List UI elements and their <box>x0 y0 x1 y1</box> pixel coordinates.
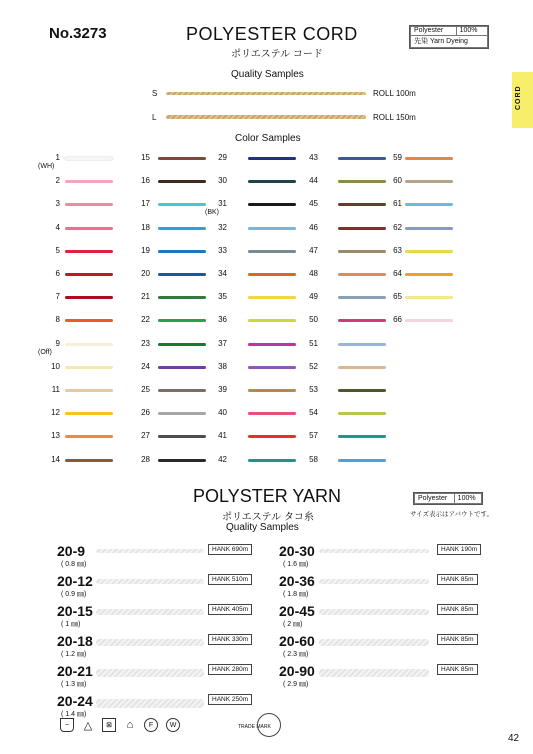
yarn-code: 20-18 <box>57 633 93 649</box>
cord-roll-label: ROLL 100m <box>373 89 416 98</box>
swatch-number: 38 <box>218 361 227 371</box>
hank-length: HANK 330m <box>208 634 252 645</box>
spec-percent: 100% <box>456 27 487 36</box>
swatch-number: 46 <box>309 222 318 232</box>
swatch-number: 58 <box>309 454 318 464</box>
yarn-spec-table <box>413 492 483 505</box>
spec-dyeing: 先染 Yarn Dyeing <box>411 35 488 47</box>
swatch-number: 45 <box>309 199 318 209</box>
swatch-number: 26 <box>141 408 150 418</box>
trade-mark-label: TRADE MARK <box>238 724 271 730</box>
color-swatch <box>405 227 453 230</box>
swatch-number: 65 <box>393 292 402 302</box>
swatch-number: 40 <box>218 408 227 418</box>
yarn-diameter: ( 0.9 ㎜) <box>61 591 87 598</box>
swatch-number: 18 <box>141 222 150 232</box>
spec-material: Polyester <box>411 27 457 36</box>
swatch-number: 50 <box>309 315 318 325</box>
yarn-sample <box>96 699 204 708</box>
swatch-number: 54 <box>309 408 318 418</box>
swatch-number: 29 <box>218 153 227 162</box>
color-swatch <box>65 227 113 230</box>
color-swatch <box>338 366 386 369</box>
yarn-diameter: ( 2.3 ㎜) <box>283 651 309 658</box>
color-swatch <box>405 273 453 276</box>
yarn-diameter: ( 1.6 ㎜) <box>283 561 309 568</box>
hank-length: HANK 85m <box>437 574 478 585</box>
swatch-number: 11 <box>51 385 60 394</box>
yarn-diameter: ( 1.8 ㎜) <box>283 591 309 598</box>
color-swatch <box>338 412 386 415</box>
swatch-number: 20 <box>141 269 150 278</box>
yarn-title: POLYSTER YARN <box>193 486 342 506</box>
swatch-number: 8 <box>55 315 60 325</box>
swatch-number: 36 <box>218 315 227 325</box>
color-swatch <box>338 459 386 462</box>
yarn-code: 20-90 <box>279 663 315 679</box>
yarn-sample <box>96 549 204 553</box>
color-samples-heading: Color Samples <box>235 133 301 144</box>
color-swatch <box>405 180 453 183</box>
swatch-number: 32 <box>218 222 227 232</box>
yarn-code: 20-36 <box>279 573 315 589</box>
wash-icon: ~ <box>60 718 74 732</box>
swatch-number: 53 <box>309 385 318 394</box>
color-swatch <box>338 389 386 392</box>
color-swatch <box>65 319 113 322</box>
color-swatch <box>65 273 113 276</box>
color-swatch <box>338 435 386 438</box>
swatch-number: 5 <box>55 245 60 255</box>
swatch-number: 60 <box>393 176 402 186</box>
swatch-number: 42 <box>218 454 227 464</box>
yarn-sample <box>96 609 204 615</box>
swatch-number: 43 <box>309 153 318 162</box>
yarn-code: 20-30 <box>279 543 315 559</box>
hank-length: HANK 510m <box>208 574 252 585</box>
yarn-code: 20-45 <box>279 603 315 619</box>
swatch-number: 14 <box>51 454 60 464</box>
swatch-number: 52 <box>309 361 318 371</box>
brand-logo <box>257 713 281 737</box>
swatch-number: 3 <box>55 199 60 209</box>
hank-length: HANK 250m <box>208 694 252 705</box>
swatch-number: 7 <box>55 292 60 302</box>
yarn-spec-percent: 100% <box>454 494 481 504</box>
color-swatch <box>405 296 453 299</box>
swatch-number: 61 <box>393 199 402 209</box>
yarn-code: 20-21 <box>57 663 93 679</box>
hank-length: HANK 85m <box>437 664 478 675</box>
swatch-number: 17 <box>141 199 150 209</box>
color-swatch <box>65 412 113 415</box>
yarn-size-note: サイズ表示はアバウトです。 <box>410 511 493 518</box>
cord-size-label: S <box>152 89 158 98</box>
yarn-code: 20-24 <box>57 693 93 709</box>
yarn-quality-heading: Quality Samples <box>226 522 299 533</box>
yarn-code: 20-60 <box>279 633 315 649</box>
hank-length: HANK 690m <box>208 544 252 555</box>
iron-icon: ⌂ <box>126 719 134 731</box>
yarn-sample <box>319 579 429 584</box>
quality-samples-heading: Quality Samples <box>231 69 304 80</box>
swatch-number: 59 <box>393 153 402 162</box>
yarn-code: 20-15 <box>57 603 93 619</box>
swatch-number: 16 <box>141 176 150 186</box>
swatch-number: 34 <box>218 269 227 278</box>
yarn-subtitle: ポリエステル タコ糸 <box>222 512 314 523</box>
color-swatch <box>65 296 113 299</box>
yarn-diameter: ( 0.8 ㎜) <box>61 561 87 568</box>
color-swatch <box>338 343 386 346</box>
swatch-number: 66 <box>393 315 402 325</box>
spec-table <box>409 25 489 49</box>
swatch-number: 28 <box>141 454 150 464</box>
yarn-diameter: ( 1 ㎜) <box>61 621 81 628</box>
hank-length: HANK 190m <box>437 544 481 555</box>
yarn-sample <box>96 669 204 677</box>
swatch-number: 44 <box>309 176 318 186</box>
color-swatch <box>65 203 113 206</box>
swatch-number: 27 <box>141 431 150 441</box>
swatch-number: 24 <box>141 361 150 371</box>
swatch-code: (WH) <box>38 163 55 170</box>
cord-roll-label: ROLL 150m <box>373 113 416 122</box>
swatch-number: 51 <box>309 338 318 348</box>
yarn-diameter: ( 2.9 ㎜) <box>283 681 309 688</box>
yarn-sample <box>319 669 429 677</box>
swatch-number: 62 <box>393 222 402 232</box>
side-tab <box>512 72 533 128</box>
color-swatch <box>65 157 113 160</box>
swatch-number: 31 <box>218 199 227 209</box>
color-swatch <box>65 343 113 346</box>
hank-length: HANK 85m <box>437 604 478 615</box>
swatch-number: 25 <box>141 385 150 394</box>
swatch-number: 9 <box>55 338 60 348</box>
swatch-number: 57 <box>309 431 318 441</box>
color-swatch <box>65 435 113 438</box>
swatch-number: 4 <box>55 222 60 232</box>
color-swatch <box>65 389 113 392</box>
swatch-number: 64 <box>393 269 402 278</box>
yarn-sample <box>319 549 429 553</box>
color-swatch <box>65 459 113 462</box>
page-number: 42 <box>508 733 520 744</box>
color-swatch <box>405 157 453 160</box>
swatch-number: 48 <box>309 269 318 278</box>
no-bleach-icon: △ <box>83 719 93 732</box>
swatch-number: 21 <box>141 292 150 302</box>
swatch-number: 6 <box>55 269 60 278</box>
wet-clean-w-icon: W <box>166 718 180 732</box>
swatch-number: 1 <box>55 153 60 162</box>
swatch-number: 41 <box>218 431 227 441</box>
cord-sample-l <box>166 115 366 119</box>
yarn-diameter: ( 1.3 ㎜) <box>61 681 87 688</box>
swatch-number: 63 <box>393 245 402 255</box>
care-icons <box>60 718 180 732</box>
color-swatch <box>65 180 113 183</box>
swatch-number: 47 <box>309 245 318 255</box>
swatch-number: 2 <box>55 176 60 186</box>
yarn-sample <box>96 639 204 646</box>
swatch-code: (Off) <box>38 348 52 356</box>
yarn-diameter: ( 1.4 ㎜) <box>61 711 87 718</box>
hank-length: HANK 405m <box>208 604 252 615</box>
page-subtitle: ポリエステル コード <box>231 49 323 60</box>
cord-sample-s <box>166 92 366 95</box>
yarn-code: 20-9 <box>57 543 86 559</box>
cord-size-label: L <box>152 113 157 122</box>
swatch-number: 10 <box>51 361 60 371</box>
swatch-code: (BK) <box>205 209 219 217</box>
hank-length: HANK 280m <box>208 664 252 675</box>
swatch-number: 37 <box>218 338 227 348</box>
yarn-spec-material: Polyester <box>415 494 455 504</box>
hank-length: HANK 85m <box>437 634 478 645</box>
color-swatch <box>405 250 453 253</box>
color-swatch <box>65 366 113 369</box>
dry-clean-f-icon: F <box>144 718 158 732</box>
color-swatch <box>65 250 113 253</box>
yarn-diameter: ( 2 ㎜) <box>283 621 303 628</box>
color-swatch <box>405 203 453 206</box>
catalog-number: No.3273 <box>49 25 107 42</box>
swatch-number: 22 <box>141 315 150 325</box>
swatch-number: 30 <box>218 176 227 186</box>
swatch-number: 15 <box>141 153 150 162</box>
swatch-number: 19 <box>141 245 150 255</box>
swatch-number: 49 <box>309 292 318 302</box>
yarn-sample <box>96 579 204 584</box>
yarn-sample <box>319 639 429 646</box>
swatch-number: 35 <box>218 292 227 302</box>
yarn-sample <box>319 609 429 615</box>
yarn-diameter: ( 1.2 ㎜) <box>61 651 87 658</box>
side-tab-label: CORD <box>515 85 522 110</box>
page-title: POLYESTER CORD <box>186 24 358 44</box>
swatch-number: 33 <box>218 245 227 255</box>
swatch-number: 13 <box>51 431 60 441</box>
color-swatch <box>405 319 453 322</box>
tumble-dry-icon: ⊠ <box>102 718 116 732</box>
swatch-number: 12 <box>51 408 60 418</box>
swatch-number: 23 <box>141 338 150 348</box>
swatch-number: 39 <box>218 385 227 394</box>
yarn-code: 20-12 <box>57 573 93 589</box>
